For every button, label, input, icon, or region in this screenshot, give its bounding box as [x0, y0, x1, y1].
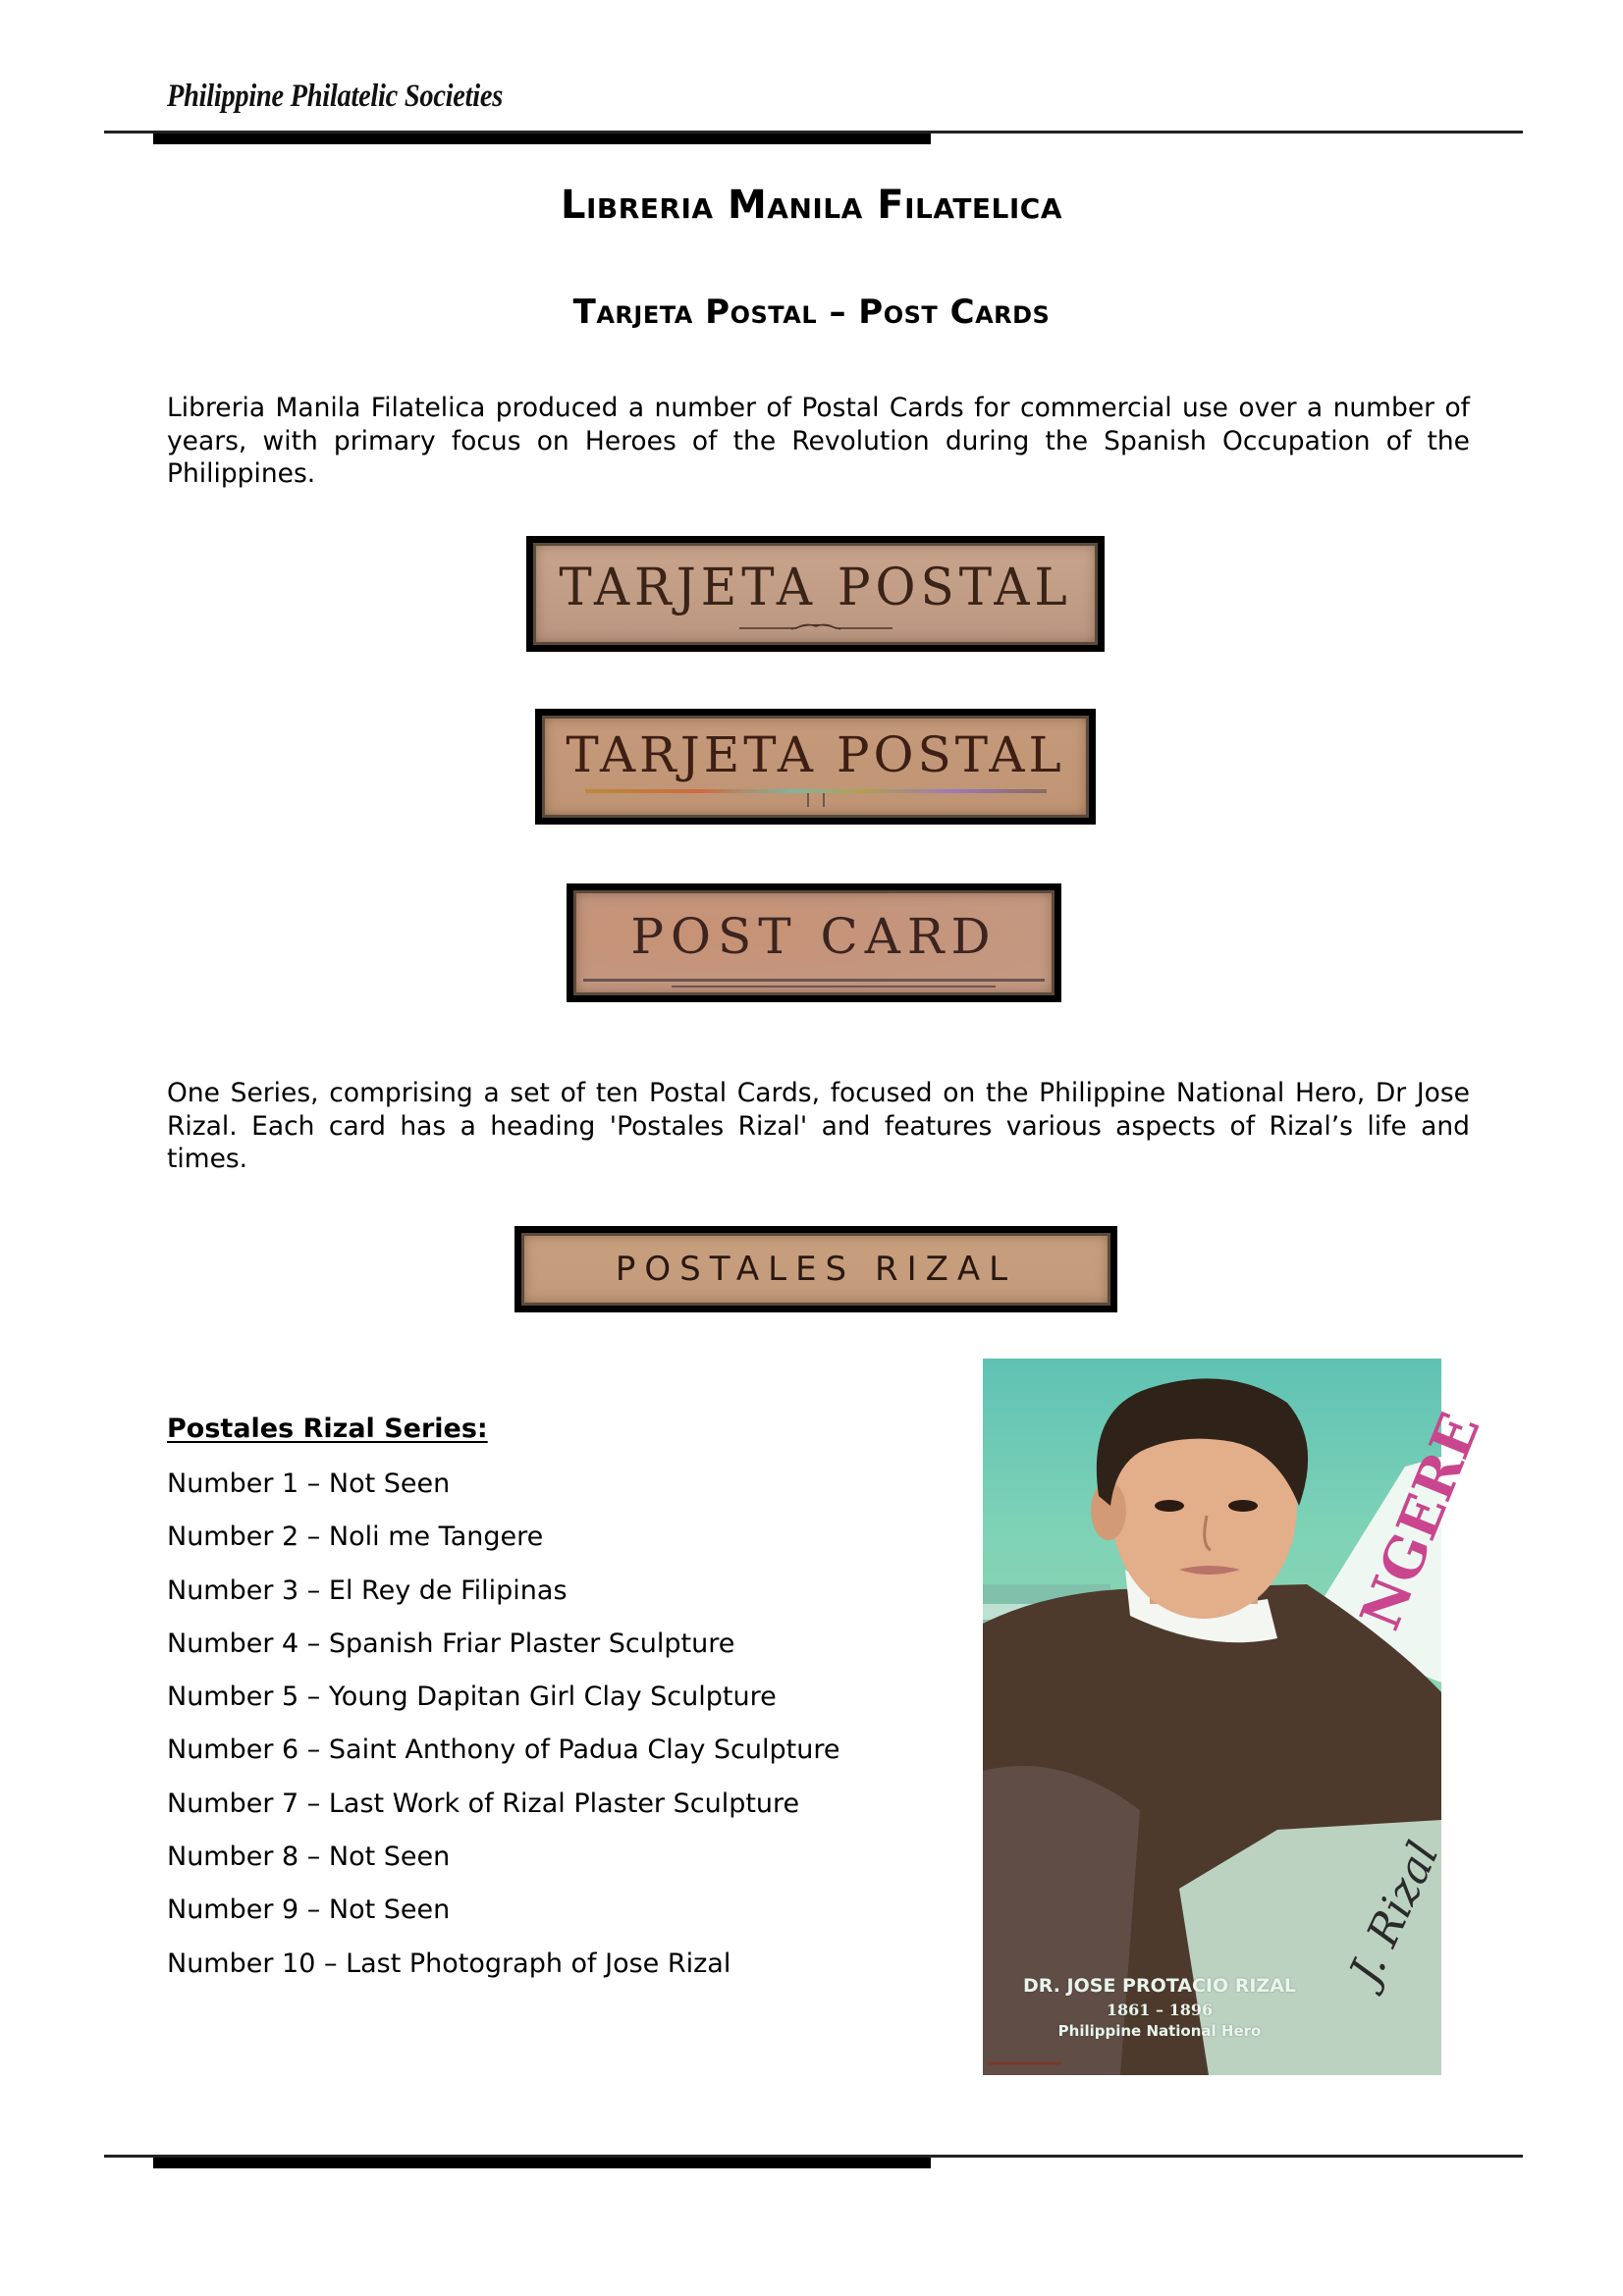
post-card-banner [567, 883, 1061, 1002]
banner-rule [583, 979, 1045, 982]
portrait-illustration [983, 1359, 1493, 2075]
series-list [167, 1467, 839, 2000]
banner-rule-short [672, 986, 996, 988]
portrait-caption-name: DR. JOSE PROTACIO RIZAL [1022, 1975, 1297, 1997]
intro-paragraph: Libreria Manila Filatelica produced a number of Postal Cards for commercial use over a number of years, with primary focus on Heroes of the Revolution during the Spanish Occupation of the Philippines. [167, 393, 1470, 489]
banner-text: POSTALES RIZAL [615, 1250, 1017, 1289]
series-heading: Postales Rizal Series: [167, 1414, 488, 1444]
footer-rule-thick [153, 2158, 931, 2168]
header-rule-thick [153, 133, 931, 144]
page-title: Libreria Manila Filatelica [560, 183, 1063, 228]
series-item: Number 1 – Not Seen [167, 1468, 451, 1499]
series-item: Number 9 – Not Seen [167, 1895, 451, 1926]
banner-text: TARJETA POSTAL [559, 557, 1072, 617]
page-subtitle: Tarjeta Postal – Post Cards [572, 293, 1051, 332]
running-header-title: Philippine Philatelic Societies [167, 79, 504, 114]
stem-ornament-icon [807, 793, 825, 807]
portrait-caption-title: Philippine National Hero [1057, 2022, 1262, 2040]
flourish-ornament-icon [737, 619, 894, 633]
series-item: Number 7 – Last Work of Rizal Plaster Sculpture [167, 1788, 800, 1819]
banner-text: POST CARD [630, 908, 998, 965]
tarjeta-postal-banner-1 [526, 536, 1105, 652]
series-paragraph: One Series, comprising a set of ten Postal Cards, focused on the Philippine National Hero, Dr Jose Rizal. Each card has a heading 'Postales Rizal' and features various aspects of Rizal’s life and times. [167, 1078, 1470, 1174]
portrait-caption-years: 1861 – 1896 [1106, 2001, 1214, 2019]
series-item: Number 8 – Not Seen [167, 1842, 451, 1873]
portrait-banner-lettering: NGERE [1347, 1404, 1493, 1639]
series-item: Number 4 – Spanish Friar Plaster Sculpture [167, 1628, 735, 1659]
series-item: Number 10 – Last Photograph of Jose Rizal [167, 1948, 731, 1979]
banner-text: TARJETA POSTAL [566, 726, 1065, 783]
rizal-portrait-image [983, 1359, 1493, 2075]
series-item: Number 2 – Noli me Tangere [167, 1522, 544, 1553]
series-item: Number 3 – El Rey de Filipinas [167, 1575, 568, 1606]
portrait-signature: J. Rizal [1339, 1834, 1449, 1992]
series-item: Number 5 – Young Dapitan Girl Clay Sculpture [167, 1682, 777, 1713]
postales-rizal-banner [514, 1226, 1117, 1312]
tarjeta-postal-banner-2 [535, 709, 1096, 825]
series-item: Number 6 – Saint Anthony of Padua Clay Sculpture [167, 1735, 840, 1766]
